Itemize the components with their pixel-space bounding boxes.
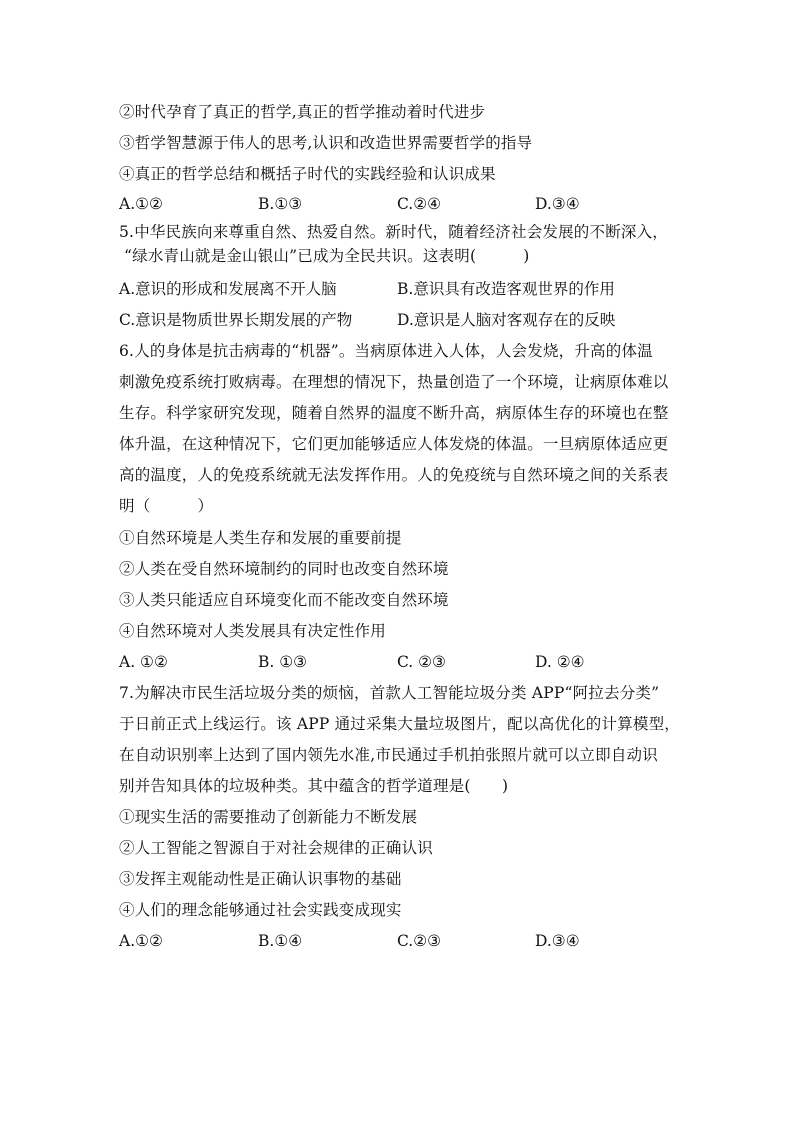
q6-statement-4: ④自然环境对人类发展具有决定性作用 (119, 622, 386, 640)
q6-statement-3: ③人类只能适应自环境变化而不能改变自然环境 (119, 591, 449, 609)
q4-option-c: C.②④ (397, 195, 442, 213)
q7-statement-4: ④人们的理念能够通过社会实践变成现实 (119, 901, 402, 919)
q4-statement-3: ③哲学智慧源于伟人的思考,认识和改造世界需要哲学的指导 (119, 134, 533, 152)
q7-stem-line-3: 在自动识别率上达到了国内领先水准,市民通过手机拍张照片就可以立即自动识 (119, 746, 658, 764)
q6-options (119, 652, 679, 672)
q5-option-a: A.意识的形成和发展离不开人脑 (119, 280, 337, 298)
q7-stem-line-1: 7.为解决市民生活垃圾分类的烦恼，首款人工智能垃圾分类 APP“阿拉去分类” (119, 684, 660, 702)
q4-option-b: B.①③ (258, 195, 303, 213)
q6-stem-line-1: 6.人的身体是抗击病毒的“机器”。当病原体进入人体，人会发烧，升高的体温 (119, 342, 653, 360)
q5-stem-line-1: 5.中华民族向来尊重自然、热爱自然。新时代，随着经济社会发展的不断深入， (119, 223, 668, 241)
q5-options-row-2 (119, 310, 679, 330)
q4-options (119, 194, 679, 214)
q5-options-row-1 (119, 279, 679, 299)
q5-option-d: D.意识是人脑对客观存在的反映 (397, 311, 616, 329)
q5-stem-line-2: “绿水青山就是金山银山”已成为全民共识。这表明( ) (124, 247, 530, 265)
q7-statement-3: ③发挥主观能动性是正确认识事物的基础 (119, 870, 402, 888)
q6-option-c: C. ②③ (397, 653, 446, 671)
q7-stem-line-2: 于日前正式上线运行。该 APP 通过采集大量垃圾图片，配以高优化的计算模型， (119, 715, 681, 733)
q4-statement-2: ②时代孕育了真正的哲学,真正的哲学推动着时代进步 (119, 103, 486, 121)
q5-option-c: C.意识是物质世界长期发展的产物 (119, 311, 353, 329)
q4-statement-4: ④真正的哲学总结和概括子时代的实践经验和认识成果 (119, 165, 496, 183)
q7-stem-line-4: 别并告知具体的垃圾种类。其中蕴含的哲学道理是( ) (119, 777, 509, 795)
q6-option-d: D. ②④ (535, 653, 585, 671)
q7-options (119, 931, 679, 951)
q7-statement-1: ①现实生活的需要推动了创新能力不断发展 (119, 808, 418, 826)
q6-option-b: B. ①③ (258, 653, 308, 671)
q4-option-d: D.③④ (535, 195, 580, 213)
q4-option-a: A.①② (119, 195, 163, 213)
q6-option-a: A. ①② (119, 653, 168, 671)
q7-option-b: B.①④ (258, 932, 303, 950)
q7-statement-2: ②人工智能之智源自于对社会规律的正确认识 (119, 839, 434, 857)
q6-stem-line-5: 高的温度，人的免疫系统就无法发挥作用。人的免疫统与自然环境之间的关系表 (119, 466, 669, 484)
q6-statement-2: ②人类在受自然环境制约的同时也改变自然环境 (119, 560, 449, 578)
q6-stem-line-6: 明（ ） (119, 497, 214, 515)
q7-option-c: C.②③ (397, 932, 442, 950)
q6-stem-line-2: 刺激免疫系统打败病毒。在理想的情况下，热量创造了一个环境，让病原体难以 (119, 373, 669, 391)
q7-option-a: A.①② (119, 932, 163, 950)
q5-option-b: B.意识具有改造客观世界的作用 (397, 280, 615, 298)
q6-statement-1: ①自然环境是人类生存和发展的重要前提 (119, 529, 402, 547)
q7-option-d: D.③④ (535, 932, 580, 950)
q6-stem-line-3: 生存。科学家研究发现，随着自然界的温度不断升高，病原体生存的环境也在整 (119, 404, 669, 422)
q6-stem-line-4: 体升温，在这种情况下，它们更加能够适应人体发烧的体温。一旦病原体适应更 (119, 435, 669, 453)
